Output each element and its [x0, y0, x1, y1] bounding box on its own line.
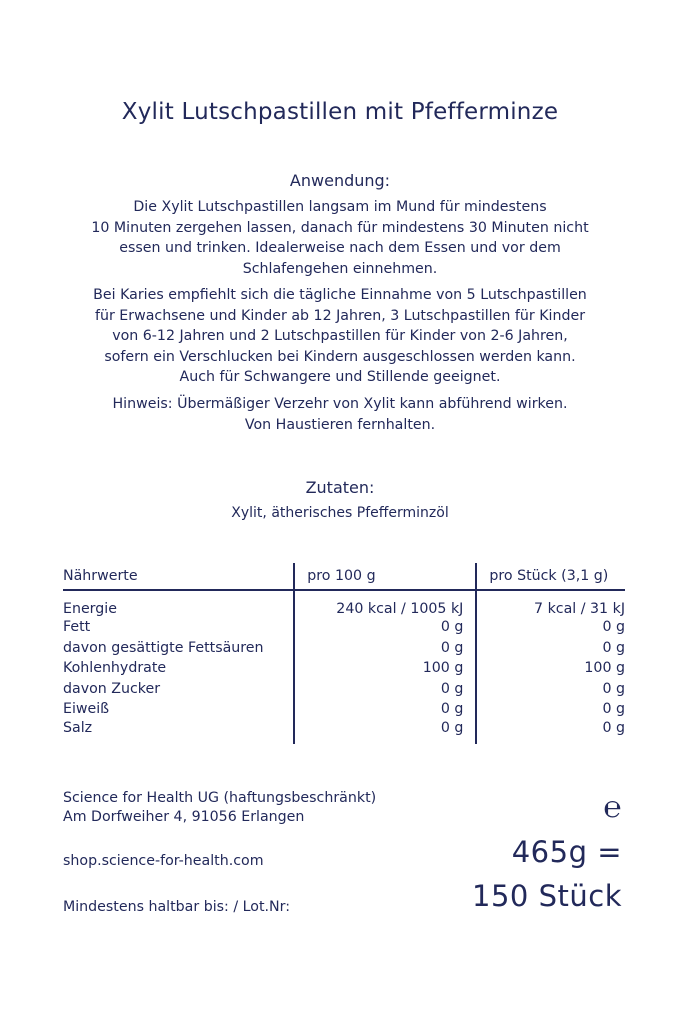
product-title: Xylit Lutschpastillen mit Pfefferminze [121, 99, 559, 125]
text-line: 10 Minuten zergehen lassen, danach für mindestens 30 Minuten nicht [91, 219, 589, 236]
estimate-sign-icon: ℮ [603, 790, 622, 825]
text-line: Bei Karies empfiehlt sich die tägliche Einnahme von 5 Lutschpastillen [93, 287, 587, 303]
table-row [63, 617, 625, 638]
value-per-100g: 0 g [294, 679, 476, 700]
value-per-100g: 0 g [294, 720, 476, 744]
nutrient-name: Kohlenhydrate [63, 660, 167, 677]
usage-paragraph-1 [40, 197, 640, 279]
nutrient-name: Eiweiß [63, 701, 110, 718]
text-line: Auch für Schwangere und Stillende geeignet. [179, 369, 501, 385]
net-weight: 465g = [511, 835, 622, 869]
usage-paragraph-2 [40, 285, 640, 388]
value-per-piece: 0 g [476, 679, 625, 700]
value-per-100g: 0 g [294, 638, 476, 659]
value-per-piece: 7 kcal / 31 kJ [476, 590, 625, 617]
value-per-piece: 100 g [476, 658, 625, 679]
nutrient-name: Salz [63, 719, 93, 736]
text-line: essen und trinken. Idealerweise nach dem Essen und vor dem [119, 240, 561, 256]
value-per-100g: 240 kcal / 1005 kJ [294, 590, 476, 617]
value-per-piece: 0 g [476, 720, 625, 744]
nutrition-header-row [63, 563, 625, 590]
weight-line [472, 786, 622, 874]
nutrient-name: Fett [63, 619, 91, 636]
text-line: Die Xylit Lutschpastillen langsam im Mund für mindestens [133, 199, 547, 215]
value-per-piece: 0 g [476, 638, 625, 659]
usage-note [40, 394, 640, 435]
value-per-piece: 0 g [476, 699, 625, 720]
value-per-100g: 0 g [294, 617, 476, 638]
text-line: von 6-12 Jahren und 2 Lutschpastillen für Kinder von 2-6 Jahren, [112, 328, 568, 344]
table-row [63, 658, 625, 679]
header-per-100g: pro 100 g [294, 563, 476, 590]
value-per-100g: 100 g [294, 658, 476, 679]
nutrition-table [63, 563, 625, 744]
company-name: Science for Health UG (haftungsbeschränkt) [63, 790, 377, 806]
nutrient-name: davon Zucker [63, 680, 161, 697]
table-row [63, 720, 625, 744]
company-block [63, 789, 376, 827]
company-address: Am Dorfweiher 4, 91056 Erlangen [63, 809, 305, 825]
text-line: Von Haustieren fernhalten. [244, 416, 436, 433]
usage-heading: Anwendung: [289, 171, 391, 190]
best-before-lot: Mindestens haltbar bis: / Lot.Nr: [63, 899, 291, 915]
ingredients-text: Xylit, ätherisches Pfefferminzöl [231, 505, 449, 521]
table-row [63, 679, 625, 700]
header-per-piece: pro Stück (3,1 g) [476, 563, 625, 590]
table-row [63, 590, 625, 617]
text-line: Schlafengehen einnehmen. [242, 260, 438, 277]
value-per-100g: 0 g [294, 699, 476, 720]
nutrient-name: Energie [63, 601, 117, 617]
net-quantity [472, 786, 622, 918]
header-nutrients: Nährwerte [63, 568, 138, 584]
ingredients-heading: Zutaten: [305, 478, 375, 497]
text-line: sofern ein Verschlucken bei Kindern ausgeschlossen werden kann. [104, 348, 576, 365]
table-row [63, 699, 625, 720]
nutrient-name: davon gesättigte Fettsäuren [63, 639, 264, 656]
piece-count: 150 Stück [472, 879, 622, 913]
text-line: Hinweis: Übermäßiger Verzehr von Xylit kann abführend wirken. [112, 396, 568, 412]
text-line: für Erwachsene und Kinder ab 12 Jahren, 3 Lutschpastillen für Kinder [94, 307, 586, 324]
shop-website: shop.science-for-health.com [63, 853, 264, 869]
table-row [63, 638, 625, 659]
value-per-piece: 0 g [476, 617, 625, 638]
